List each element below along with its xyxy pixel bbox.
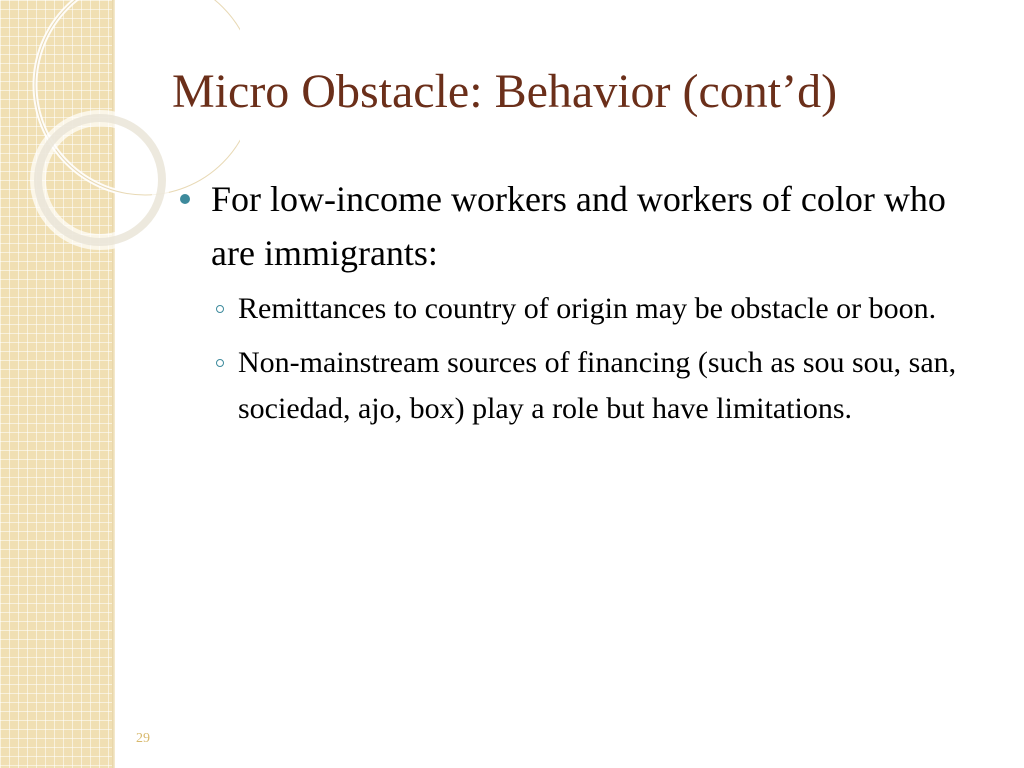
sub-bullet-item <box>216 286 995 332</box>
sub-bullet-ring-icon <box>216 305 224 313</box>
decorative-side-panel <box>0 0 112 768</box>
bullet-text: For low-income workers and workers of color who are immigrants: <box>211 179 946 273</box>
sub-bullet-text: Remittances to country of origin may be obstacle or boon. <box>238 292 937 325</box>
bullet-list <box>180 172 995 440</box>
sub-bullet-ring-icon <box>216 359 224 367</box>
bullet-dot-icon <box>180 194 190 204</box>
sub-bullet-text: Non-mainstream sources of financing (such as sou sou, san, sociedad, ajo, box) play a role but have limitations. <box>238 346 957 425</box>
slide-title: Micro Obstacle: Behavior (cont’d) <box>172 65 838 118</box>
side-panel-edge <box>112 0 115 768</box>
page-number: 29 <box>136 731 150 746</box>
bullet-item <box>180 172 995 280</box>
sub-bullet-item <box>216 340 995 432</box>
